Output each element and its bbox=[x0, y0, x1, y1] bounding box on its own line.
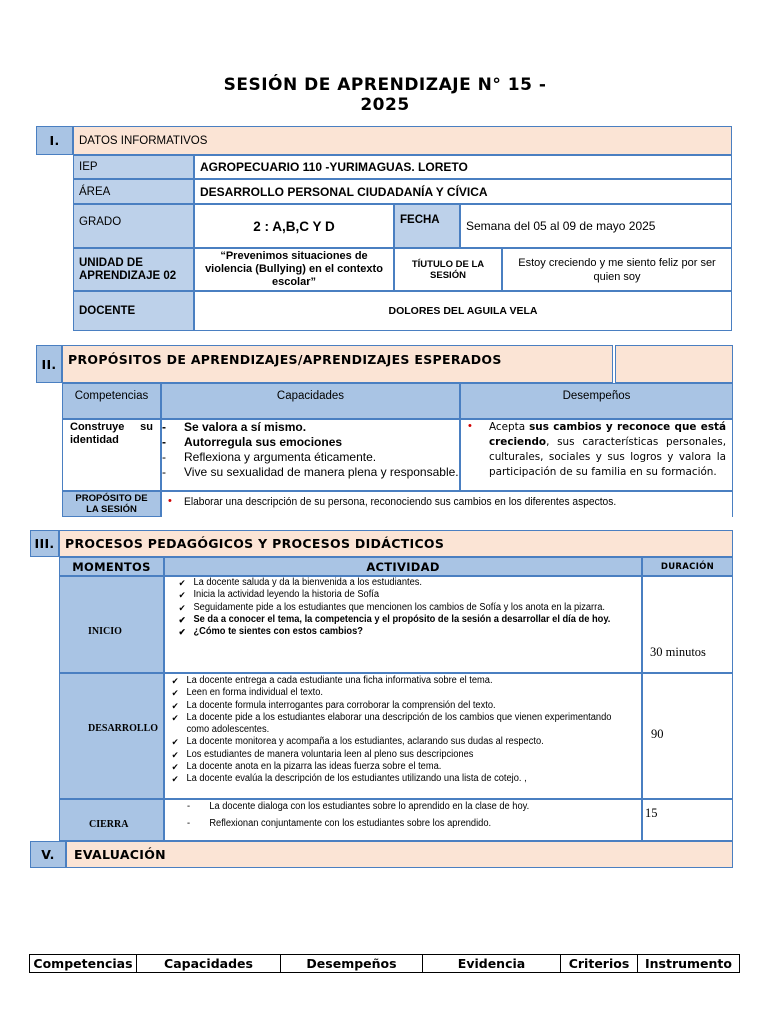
actividad-cierre bbox=[164, 799, 642, 841]
check-icon: ✔ bbox=[178, 602, 186, 613]
proposito-label: PROPÓSITO DE LA SESIÓN bbox=[62, 491, 161, 517]
capacidad-item: - Reflexiona y argumenta éticamente. bbox=[162, 450, 377, 464]
check-icon: ✔ bbox=[171, 762, 179, 773]
competencia-cell bbox=[62, 419, 161, 491]
docente-label: DOCENTE bbox=[73, 291, 194, 331]
grado-label: GRADO bbox=[73, 204, 194, 248]
area-label: ÁREA bbox=[73, 179, 194, 204]
page-title-line2: 2025 bbox=[360, 95, 410, 115]
section-number-2: II. bbox=[36, 345, 62, 383]
bullet-icon: • bbox=[468, 420, 472, 432]
list-item: ✔ Inicia la actividad leyendo la historia de Sofía bbox=[178, 589, 380, 601]
list-item: ✔ Leen en forma individual el texto. bbox=[171, 687, 323, 699]
unidad-label: UNIDAD DE APRENDIZAJE 02 bbox=[73, 248, 194, 291]
capacidad-item: - Vive su sexualidad de manera plena y responsable. bbox=[162, 465, 459, 479]
list-item: - Reflexionan conjuntamente con los estudiantes sobre los aprendido. bbox=[187, 818, 492, 829]
propositos-header-blank bbox=[615, 345, 733, 383]
check-icon: ✔ bbox=[171, 688, 179, 699]
check-icon: ✔ bbox=[178, 627, 186, 638]
fecha-value: Semana del 05 al 09 de mayo 2025 bbox=[460, 204, 732, 248]
page-title-line1: SESIÓN DE APRENDIZAJE N° 15 - bbox=[223, 75, 547, 95]
check-icon: ✔ bbox=[171, 774, 179, 785]
bullet-icon: • bbox=[168, 495, 172, 507]
list-item: ✔ La docente anota en la pizarra las ideas fuerza sobre el tema. bbox=[171, 761, 442, 773]
competencia-value: Construye su identidad bbox=[70, 421, 153, 446]
docente-value: DOLORES DEL AGUILA VELA bbox=[194, 291, 732, 331]
col-momentos: MOMENTOS bbox=[59, 557, 164, 576]
check-icon: ✔ bbox=[178, 590, 186, 601]
propositos-header: PROPÓSITOS DE APRENDIZAJES/APRENDIZAJES ESPERADOS bbox=[62, 345, 613, 383]
titulo-value: Estoy creciendo y me siento feliz por ser quien soy bbox=[502, 248, 732, 291]
procesos-header: PROCESOS PEDAGÓGICOS Y PROCESOS DIDÁCTICOS bbox=[59, 530, 733, 557]
section-number-5: V. bbox=[30, 841, 66, 868]
list-item: ✔ La docente saluda y da la bienvenida a los estudiantes. bbox=[178, 577, 422, 588]
list-item: ✔ Seguidamente pide a los estudiantes que mencionen los cambios de Sofía y los anota en la pizarra. bbox=[178, 601, 605, 613]
iep-value: AGROPECUARIO 110 -YURIMAGUAS. LORETO bbox=[194, 155, 732, 179]
list-item: ✔ ¿Cómo te sientes con estos cambios? bbox=[178, 626, 363, 638]
desempeno-text: Acepta sus cambios y reconoce que está creciendo, sus características personales, culturales, sociales y sus logros y valora la participación de su familia en su formación. bbox=[489, 421, 726, 478]
list-item: como adolescentes. bbox=[186, 724, 270, 736]
momento-cierre: CIERRA bbox=[59, 799, 164, 841]
col-actividad: ACTIVIDAD bbox=[164, 557, 642, 576]
titulo-label: TÍUTULO DE LA SESIÓN bbox=[394, 248, 502, 291]
momento-inicio: INICIO bbox=[59, 576, 164, 673]
momento-desarrollo: DESARROLLO bbox=[59, 673, 164, 799]
fecha-label: FECHA bbox=[394, 204, 460, 248]
actividad-desarrollo bbox=[164, 673, 642, 799]
capacidades-cell bbox=[161, 419, 460, 491]
actividad-inicio bbox=[164, 576, 642, 673]
proposito-value: Elaborar una descripción de su persona, reconociendo sus cambios en los diferentes aspectos. bbox=[184, 496, 617, 508]
capacidad-item: - Autorregula sus emociones bbox=[162, 435, 343, 449]
eval-col-desempenos: Desempeños bbox=[280, 954, 423, 973]
duracion-desarrollo: 90 bbox=[642, 673, 733, 799]
check-icon: ✔ bbox=[171, 676, 179, 686]
capacidad-item: - Se valora a sí mismo. bbox=[162, 420, 307, 434]
datos-header: DATOS INFORMATIVOS bbox=[73, 126, 732, 155]
unidad-value: “Prevenimos situaciones de violencia (Bullying) en el contexto escolar” bbox=[194, 248, 394, 291]
evaluacion-header: EVALUACIÓN bbox=[66, 841, 733, 868]
iep-label: IEP bbox=[73, 155, 194, 179]
check-icon: ✔ bbox=[171, 737, 179, 748]
eval-col-instrumento: Instrumento bbox=[637, 954, 740, 973]
check-icon: ✔ bbox=[178, 614, 186, 625]
col-duracion: DURACIÓN bbox=[642, 557, 733, 576]
area-value: DESARROLLO PERSONAL CIUDADANÍA Y CÍVICA bbox=[194, 179, 732, 204]
list-item: ✔ La docente evalúa la descripción de los estudiantes utilizando una lista de cotejo. , bbox=[171, 773, 527, 785]
list-item: ✔ Se da a conocer el tema, la competencia y el propósito de la sesión a desarrollar el día de hoy. bbox=[178, 613, 611, 625]
list-item: ✔ La docente formula interrogantes para corroborar la comprensión del texto. bbox=[171, 699, 496, 711]
list-item: ✔ La docente entrega a cada estudiante una ficha informativa sobre el tema. bbox=[171, 675, 493, 686]
duracion-inicio: 30 minutos bbox=[642, 576, 733, 673]
check-icon: ✔ bbox=[171, 700, 179, 711]
proposito-cell bbox=[161, 491, 733, 517]
list-item: ✔ Los estudiantes de manera voluntaria leen al pleno sus descripciones bbox=[171, 748, 474, 760]
eval-col-capacidades: Capacidades bbox=[136, 954, 281, 973]
page-title bbox=[150, 75, 620, 115]
eval-col-criterios: Criterios bbox=[560, 954, 638, 973]
section-number-3: III. bbox=[30, 530, 59, 557]
desempeno-cell bbox=[460, 419, 733, 491]
check-icon: ✔ bbox=[171, 712, 179, 723]
check-icon: ✔ bbox=[178, 578, 186, 588]
grado-value: 2 : A,B,C Y D bbox=[194, 204, 394, 248]
eval-col-evidencia: Evidencia bbox=[422, 954, 561, 973]
col-desempenos: Desempeños bbox=[460, 383, 733, 419]
list-item: - La docente dialoga con los estudiantes sobre lo aprendido en la clase de hoy. bbox=[187, 801, 530, 812]
list-item: ✔ La docente pide a los estudiantes elaborar una descripción de los cambios que vienen experimentando bbox=[171, 711, 612, 723]
col-capacidades: Capacidades bbox=[161, 383, 460, 419]
check-icon: ✔ bbox=[171, 749, 179, 760]
list-item: ✔ La docente monitorea y acompaña a los estudiantes, aclarando sus dudas al respecto. bbox=[171, 736, 544, 748]
col-competencias: Competencias bbox=[62, 383, 161, 419]
section-number-1: I. bbox=[36, 126, 73, 155]
duracion-cierre: 15 bbox=[642, 799, 733, 841]
eval-col-competencias: Competencias bbox=[29, 954, 137, 973]
